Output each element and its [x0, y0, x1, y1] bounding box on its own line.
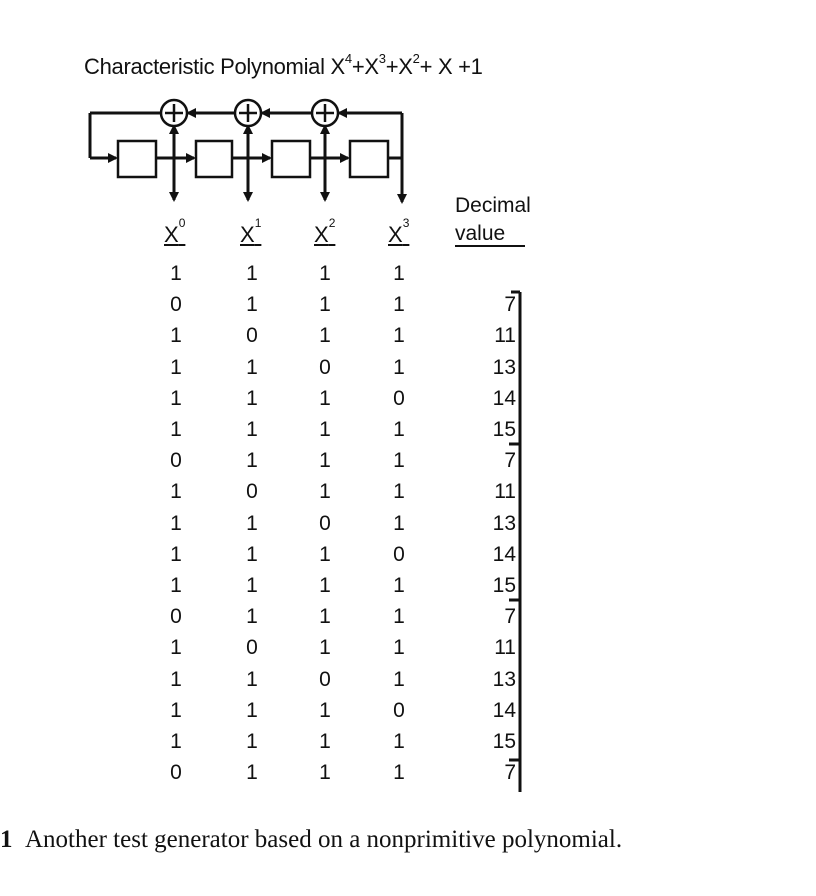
decimal-value: 15 — [492, 418, 516, 441]
bit-cell: 1 — [393, 355, 405, 379]
decimal-value: 7 — [504, 761, 516, 785]
bit-cell: 1 — [319, 605, 331, 629]
bit-cell: 1 — [393, 324, 405, 348]
bit-cell: 1 — [246, 386, 258, 410]
decimal-value: 13 — [492, 511, 516, 535]
register-2 — [272, 141, 310, 177]
decimal-value-header: Decimal value — [455, 194, 531, 245]
bit-cell: 1 — [319, 698, 331, 722]
decimal-value: 14 — [492, 698, 516, 722]
figure-caption: 1 Another test generator based on a nonprimitive polynomial. — [0, 826, 623, 853]
decimal-value: 15 — [492, 574, 516, 597]
bit-cell: 0 — [393, 542, 405, 566]
bit-cell: 0 — [170, 449, 182, 473]
bit-cell: 1 — [170, 542, 182, 566]
bit-cell: 1 — [246, 355, 258, 379]
register-0 — [118, 141, 156, 177]
bit-cell: 1 — [393, 605, 405, 629]
bit-cell: 1 — [393, 636, 405, 660]
bit-cell: 1 — [393, 418, 405, 441]
bit-cell: 1 — [319, 574, 331, 597]
bit-cell: 1 — [393, 262, 405, 285]
bit-cell: 1 — [393, 480, 405, 504]
bit-cell: 1 — [319, 542, 331, 566]
bit-cell: 1 — [246, 730, 258, 753]
bit-cell: 1 — [170, 324, 182, 348]
register-3 — [350, 141, 388, 177]
bit-cell: 1 — [393, 574, 405, 597]
xor-gate-1 — [235, 100, 261, 126]
bit-cell: 0 — [246, 480, 258, 504]
bit-cell: 0 — [319, 667, 331, 691]
bit-cell: 1 — [319, 293, 331, 317]
bit-cell: 0 — [246, 636, 258, 660]
column-header-x2: $X^2$ — [314, 216, 336, 247]
bit-cell: 1 — [319, 418, 331, 441]
bit-cell: 1 — [393, 667, 405, 691]
bit-cell: 0 — [170, 293, 182, 317]
bit-cell: 0 — [319, 355, 331, 379]
bit-cell: 1 — [319, 324, 331, 348]
decimal-value: 13 — [492, 355, 516, 379]
bit-cell: 1 — [319, 262, 331, 285]
bit-cell: 1 — [170, 698, 182, 722]
bit-cell: 1 — [319, 449, 331, 473]
bit-cell: 1 — [319, 480, 331, 504]
bit-cell: 1 — [170, 667, 182, 691]
title-text: Characteristic Polynomial — [84, 54, 331, 79]
bit-cell: 1 — [170, 574, 182, 597]
title-term-4: $X^4+$ — [330, 51, 365, 79]
title-term-3: $X^3+$ — [364, 51, 399, 79]
bit-cell: 0 — [393, 386, 405, 410]
bit-cell: 1 — [246, 449, 258, 473]
bit-cell: 1 — [393, 730, 405, 753]
bit-cell: 1 — [170, 480, 182, 504]
bit-cell: 1 — [319, 386, 331, 410]
bit-cell: 1 — [170, 355, 182, 379]
bit-cell: 1 — [170, 511, 182, 535]
bit-cell: 1 — [170, 730, 182, 753]
decimal-value: 7 — [504, 449, 516, 473]
xor-gate-2 — [312, 100, 338, 126]
bit-cell: 1 — [246, 262, 258, 285]
column-header-x1: $X^1$ — [240, 216, 262, 247]
bit-cell: 1 — [170, 386, 182, 410]
bit-cell: 1 — [246, 605, 258, 629]
bit-cell: 1 — [246, 511, 258, 535]
bit-cell: 1 — [170, 636, 182, 660]
decimal-value: 14 — [492, 542, 516, 566]
bit-cell: 1 — [170, 262, 182, 285]
bit-cell: 1 — [246, 698, 258, 722]
bit-cell: 1 — [319, 636, 331, 660]
bit-cell: 1 — [246, 418, 258, 441]
column-header-x3: $X^3$ — [388, 216, 410, 247]
bit-cell: 1 — [393, 511, 405, 535]
register-1 — [196, 141, 232, 177]
bit-cell: 1 — [246, 293, 258, 317]
title-term-2: $X^2+ X +1$ — [398, 51, 483, 79]
bit-cell: 1 — [393, 761, 405, 785]
bit-cell: 0 — [393, 698, 405, 722]
bit-cell: 0 — [246, 324, 258, 348]
decimal-value: 14 — [492, 386, 516, 410]
column-header-x0: $X^0$ — [164, 216, 186, 247]
bit-cell: 1 — [319, 761, 331, 785]
xor-gate-0 — [161, 100, 187, 126]
bit-cell: 1 — [246, 761, 258, 785]
bit-cell: 1 — [246, 667, 258, 691]
bit-cell: 1 — [393, 293, 405, 317]
bit-cell: 0 — [170, 761, 182, 785]
bit-cell: 0 — [170, 605, 182, 629]
decimal-value: 13 — [492, 667, 516, 691]
decimal-value: 15 — [492, 730, 516, 753]
bit-cell: 1 — [246, 542, 258, 566]
decimal-value: 11 — [494, 324, 516, 348]
decimal-value: 11 — [494, 636, 516, 660]
bit-cell: 1 — [170, 418, 182, 441]
decimal-value: 7 — [504, 605, 516, 629]
bit-cell: 1 — [393, 449, 405, 473]
decimal-value: 7 — [504, 293, 516, 317]
bit-cell: 1 — [246, 574, 258, 597]
bit-cell: 1 — [319, 730, 331, 753]
bit-cell: 0 — [319, 511, 331, 535]
decimal-value: 11 — [494, 480, 516, 504]
